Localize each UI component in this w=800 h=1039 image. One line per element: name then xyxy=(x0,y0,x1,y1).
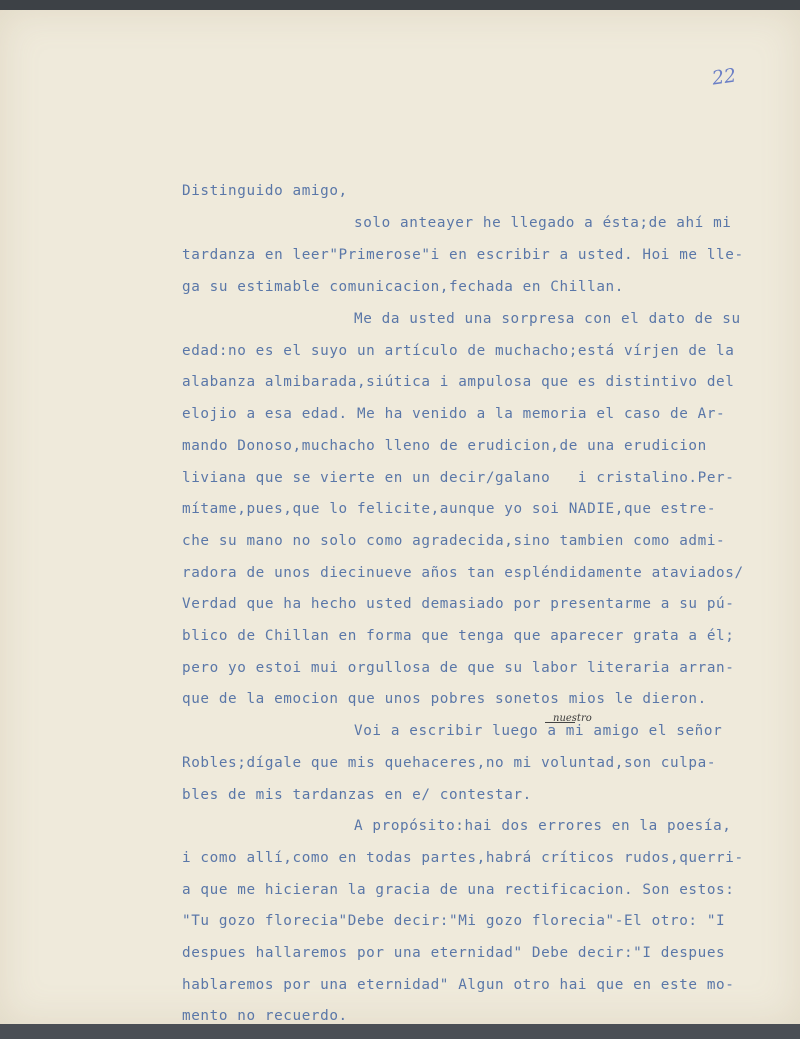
letter-line-4: Me da usted una sorpresa con el dato de su xyxy=(354,311,741,327)
letter-line-17: Voi a escribir luego a mi amigo el señor xyxy=(354,723,723,739)
letter-line-24: despues hallaremos por una eternidad" Debe decir:"I despues xyxy=(182,945,726,961)
letter-line-7: elojio a esa edad. Me ha venido a la memoria el caso de Ar- xyxy=(182,406,726,422)
letter-line-16: que de la emocion que unos pobres sonetos mios le dieron. xyxy=(182,691,707,707)
letter-line-8: mando Donoso,muchacho lleno de erudicion,de una erudicion xyxy=(182,438,707,454)
letter-line-6: alabanza almibarada,siútica i ampulosa que es distintivo del xyxy=(182,374,735,390)
letter-line-19: bles de mis tardanzas en e/ contestar. xyxy=(182,787,532,803)
letter-line-12: radora de unos diecinueve años tan espléndidamente ataviados/ xyxy=(182,565,744,581)
handwritten-insertion: nuestro xyxy=(553,713,592,724)
letter-line-25: hablaremos por una eternidad" Algun otro hai que en este mo- xyxy=(182,977,735,993)
scan-border xyxy=(0,1024,800,1039)
letter-line-20: A propósito:hai dos errores en la poesía, xyxy=(354,818,732,834)
letter-line-23: "Tu gozo florecia"Debe decir:"Mi gozo florecia"-El otro: "I xyxy=(182,913,726,929)
letter-line-26: mento no recuerdo. xyxy=(182,1008,348,1024)
letter-line-9: liviana que se vierte en un decir/galano i cristalino.Per- xyxy=(182,470,735,486)
letter-line-5: edad:no es el suyo un artículo de muchacho;está vírjen de la xyxy=(182,343,735,359)
letter-line-11: che su mano no solo como agradecida,sino tambien como admi- xyxy=(182,533,726,549)
letter-line-10: mítame,pues,que lo felicite,aunque yo soi NADIE,que estre- xyxy=(182,501,717,517)
document-page xyxy=(0,10,800,1024)
letter-line-22: a que me hicieran la gracia de una rectificacion. Son estos: xyxy=(182,882,735,898)
letter-line-14: blico de Chillan en forma que tenga que aparecer grata a él; xyxy=(182,628,735,644)
salutation: Distinguido amigo, xyxy=(182,183,348,199)
letter-line-13: Verdad que ha hecho usted demasiado por presentarme a su pú- xyxy=(182,596,735,612)
letter-line-2: tardanza en leer"Primerose"i en escribir a usted. Hoi me lle- xyxy=(182,247,744,263)
letter-line-1: solo anteayer he llegado a ésta;de ahí mi xyxy=(354,215,732,231)
letter-line-3: ga su estimable comunicacion,fechada en Chillan. xyxy=(182,279,624,295)
page-number: 22 xyxy=(710,64,738,90)
letter-line-18: Robles;dígale que mis quehaceres,no mi voluntad,son culpa- xyxy=(182,755,717,771)
letter-line-15: pero yo estoi mui orgullosa de que su labor literaria arran- xyxy=(182,660,735,676)
letter-line-21: i como allí,como en todas partes,habrá críticos rudos,querri- xyxy=(182,850,744,866)
